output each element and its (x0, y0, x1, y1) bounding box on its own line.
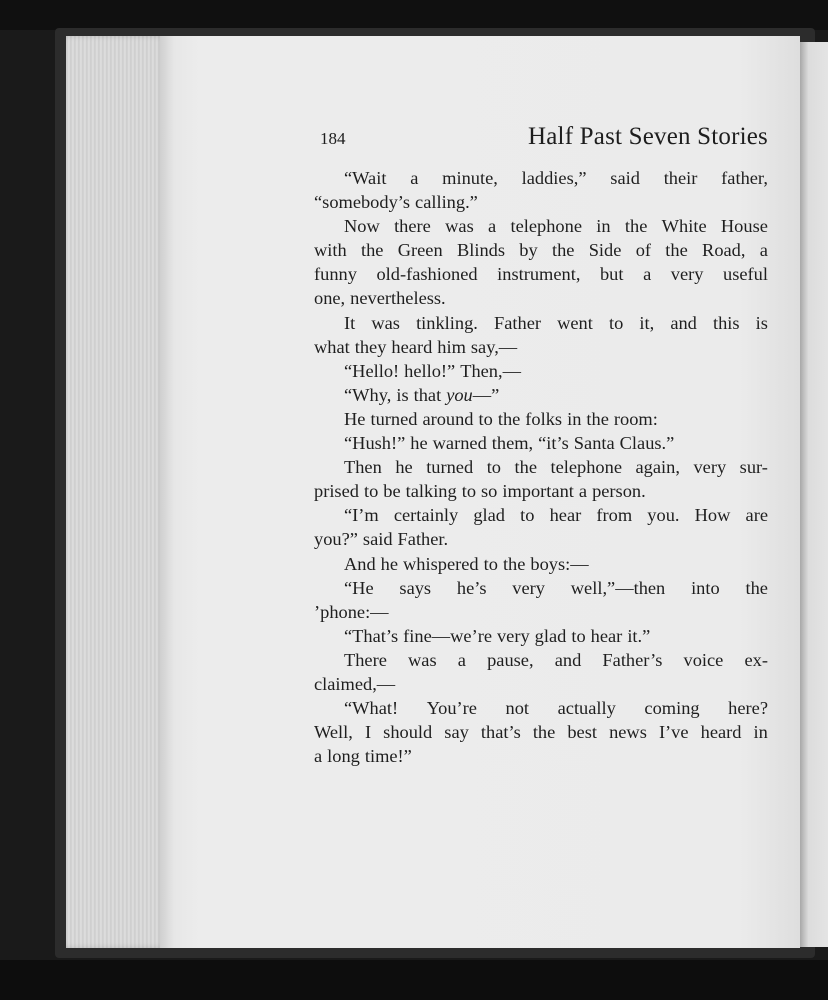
text-line: “somebody’s calling.” (314, 192, 478, 213)
facing-page-edge (800, 42, 828, 947)
text-line: And he whispered to the boys:— (344, 553, 589, 574)
text-line: There was a pause, and Father’s voice ex- (344, 649, 768, 670)
text-line: “What! You’re not actually coming here? (344, 698, 768, 719)
text-line: He turned around to the folks in the room: (344, 408, 658, 429)
text-line: “I’m certainly glad to hear from you. How are (344, 505, 768, 526)
page-edges (66, 36, 166, 948)
text-line: funny old-fashioned instrument, but a very useful (314, 264, 768, 285)
text-line: Now there was a telephone in the White House (344, 216, 768, 237)
text-line: what they heard him say,— (314, 336, 518, 357)
photo-background-bottom (0, 960, 828, 1000)
text-line: “Hush!” he warned them, “it’s Santa Claus.” (344, 433, 675, 454)
text-line: “Why, is that you—” (344, 384, 500, 405)
page-header (320, 123, 768, 157)
text-line: you?” said Father. (314, 529, 449, 550)
text-line: one, nevertheless. (314, 288, 446, 309)
text-line: with the Green Blinds by the Side of the Road, a (314, 240, 768, 261)
text-line: “He says he’s very well,”—then into the (344, 577, 768, 598)
text-line: It was tinkling. Father went to it, and this is (344, 312, 768, 333)
photo-background-top (0, 0, 828, 30)
running-title: Half Past Seven Stories (528, 123, 768, 150)
text-line: prised to be talking to so important a person. (314, 481, 646, 502)
text-line: Well, I should say that’s the best news I’ve heard in (314, 722, 768, 743)
text-line: “Wait a minute, laddies,” said their father, (344, 168, 768, 188)
text-line: Then he turned to the telephone again, very sur- (344, 457, 768, 478)
text-line: “That’s fine—we’re very glad to hear it.” (344, 625, 651, 646)
page-number: 184 (320, 129, 346, 148)
text-line: claimed,— (314, 673, 396, 694)
body-text (314, 166, 768, 768)
text-line: ’phone:— (314, 601, 389, 622)
text-line: “Hello! hello!” Then,— (344, 360, 521, 381)
text-line: a long time!” (314, 746, 412, 767)
